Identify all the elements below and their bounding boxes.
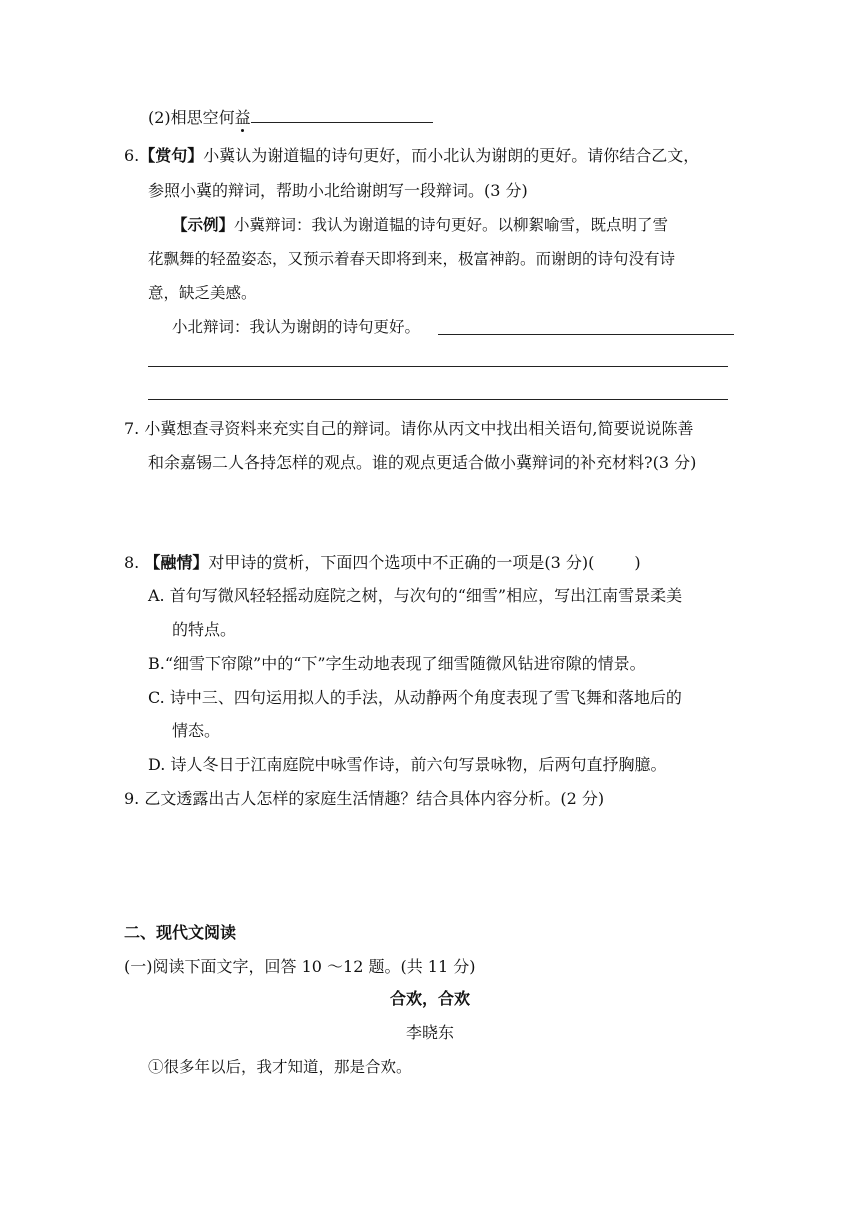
q6-answer-blank-2[interactable]	[148, 366, 728, 367]
q9-text: 乙文透露出古人怎样的家庭生活情趣？结合具体内容分析。(2 分)	[144, 789, 605, 808]
q5-2-dotted-char: 益	[234, 108, 251, 127]
q5-2-answer-blank[interactable]	[251, 106, 433, 123]
q8-stem-line	[124, 552, 641, 574]
q8-stem: 对甲诗的赏析，下面四个选项中不正确的一项是(3 分)(	[208, 553, 595, 572]
q9-number: 9.	[124, 789, 140, 808]
q7-line2: 和余嘉锡二人各持怎样的观点。谁的观点更适合做小冀辩词的补充材料?(3 分)	[148, 453, 697, 472]
q8-option-a-line2: 的特点。	[172, 620, 237, 639]
q5-2-line	[148, 106, 433, 129]
q8-option-a-label: A.	[148, 586, 165, 605]
article-author: 李晓东	[405, 1023, 454, 1042]
section2-subheading: (一)阅读下面文字，回答 10 ～12 题。(共 11 分)	[124, 957, 476, 976]
q8-option-c-text: 诗中三、四句运用拟人的手法，从动静两个角度表现了雪飞舞和落地后的	[169, 688, 682, 707]
q6-example-line1	[172, 214, 668, 236]
q6-answer-prompt-line	[172, 316, 420, 338]
q6-answer-blank-1[interactable]	[438, 334, 734, 335]
q8-option-c-line2: 情态。	[172, 721, 221, 740]
q8-option-a-text: 首句写微风轻轻摇动庭院之树，与次句的“细雪”相应，写出江南雪景柔美	[169, 586, 683, 605]
q8-option-c-line1	[148, 687, 682, 709]
section2-heading: 二、现代文阅读	[124, 923, 237, 942]
q8-option-a-line1	[148, 585, 682, 607]
q8-stem-end: )	[634, 553, 641, 572]
q6-example-line3: 意，缺乏美感。	[148, 284, 257, 302]
q6-answer-blank-3[interactable]	[148, 399, 728, 400]
q8-option-d-text: 诗人冬日于江南庭院中咏雪作诗，前六句写景咏物，后两句直抒胸臆。	[170, 755, 667, 774]
q6-number: 6.	[124, 146, 140, 165]
q8-option-b-label: B.	[148, 654, 165, 673]
q8-option-d-label: D.	[148, 755, 166, 774]
article-title: 合欢，合欢	[389, 989, 470, 1008]
q8-option-d-line1	[148, 754, 666, 776]
q6-text-1: 小冀认为谢道韫的诗句更好，而小北认为谢朗的更好。请你结合乙文，	[203, 146, 700, 165]
q6-line2: 参照小冀的辩词，帮助小北给谢朗写一段辩词。(3 分)	[148, 181, 528, 200]
q8-option-b-line1	[148, 653, 646, 675]
q6-tag: 【赏句】	[139, 146, 204, 165]
q7-text-1: 小冀想查寻资料来充实自己的辩词。请你从丙文中找出相关语句,简要说说陈善	[144, 419, 694, 438]
q6-line1	[124, 145, 699, 167]
q5-2-prefix: (2)相思空何	[148, 108, 235, 127]
article-paragraph-1: ①很多年以后，我才知道，那是合欢。	[148, 1058, 412, 1076]
q9-line	[124, 788, 604, 810]
q8-tag: 【融情】	[144, 553, 209, 572]
q6-example-text-1: 小冀辩词：我认为谢道韫的诗句更好。以柳絮喻雪，既点明了雪	[234, 216, 669, 234]
q8-option-b-text: “细雪下帘隙”中的“下”字生动地表现了细雪随微风钻进帘隙的情景。	[164, 654, 646, 673]
q8-number: 8.	[124, 553, 140, 572]
q7-number: 7.	[124, 419, 140, 438]
q8-option-c-label: C.	[148, 688, 165, 707]
q6-example-line2: 花飘舞的轻盈姿态，又预示着春天即将到来，极富神韵。而谢朗的诗句没有诗	[148, 250, 676, 268]
q6-example-tag: 【示例】	[172, 215, 235, 234]
q6-answer-prompt: 小北辩词：我认为谢朗的诗句更好。	[172, 318, 421, 336]
q7-line1	[124, 418, 693, 440]
